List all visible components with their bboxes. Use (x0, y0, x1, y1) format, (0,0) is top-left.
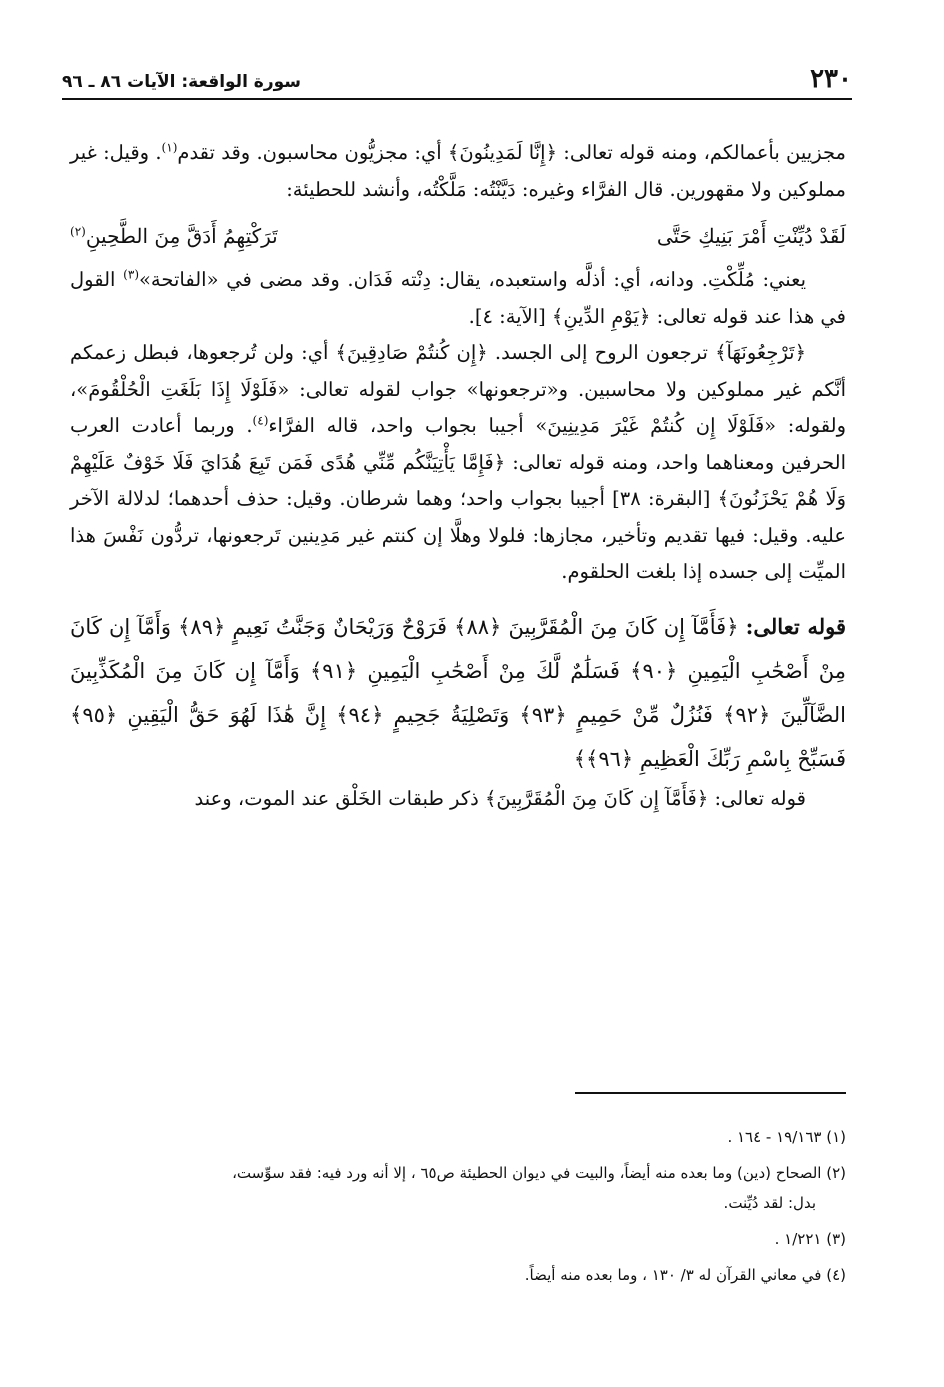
paragraph-2-text: يعني: مُلِّكْتِ. ودانه، أي: أذلَّه واستعبده، يقال: دِنْته فَدَان. وقد مضى في «الفاتحة» (139, 268, 806, 291)
paragraph-3-text: ﴿تَرْجِعُونَهَآ﴾ ترجعون الروح إلى الجسد. ﴿إِن كُنتُمْ صَادِقِينَ﴾ أي: ولن تُرجعوها، فبطل زعمكم أنَّكم غير مملوكين ولا محاسبين. و«ترجعونها» جواب لقوله تعالى: «فَلَوْلَا إِذَا بَلَغَتِ الْحُلْقُومَ»، ولقوله: «فَلَوْلَا إِن كُنتُمْ غَيْرَ مَدِينِينَ» أجيبا بجواب واحد، قاله الفرَّاء (70, 341, 846, 437)
poetry-verse (70, 216, 846, 256)
page-number: ٢٣٠ (810, 64, 852, 94)
footnote-ref-2[interactable]: (٢) (70, 224, 86, 239)
paragraph-1 (70, 135, 846, 208)
footnote-4: (٤) في معاني القرآن له ٣/ ١٣٠ ، وما بعده منه أيضاً. (524, 1266, 846, 1284)
footnote-1: (١) ١٩/١٦٣ - ١٦٤ . (727, 1128, 846, 1146)
paragraph-2-text-cont: القول في هذا عند قوله تعالى: ﴿يَوْمِ الدِّينِ﴾ [الآية: ٤]. (70, 268, 846, 328)
footnote-ref-3[interactable]: (٣) (123, 267, 139, 282)
paragraph-2 (70, 262, 846, 335)
footnote-3: (٣) ١/٢٢١ . (774, 1230, 846, 1248)
paragraph-4-text: قوله تعالى: ﴿فَأَمَّآ إِن كَانَ مِنَ الْمُقَرَّبِينَ﴾ ذكر طبقات الخَلْق عند الموت، وعند (194, 786, 806, 810)
quran-text: ﴿فَأَمَّآ إِن كَانَ مِنَ الْمُقَرَّبِينَ ﴿٨٨﴾ فَرَوْحٌ وَرَيْحَانٌ وَجَنَّتُ نَعِيمٍ ﴿٨٩﴾ وَأَمَّآ إِن كَانَ مِنْ أَصْحَٰبِ الْيَمِينِ ﴿٩٠﴾ فَسَلَٰمٌ لَّكَ مِنْ أَصْحَٰبِ الْيَمِينِ ﴿٩١﴾ وَأَمَّآ إِن كَانَ مِنَ الْمُكَذِّبِينَ الضَّآلِّينَ ﴿٩٢﴾ فَنُزُلٌ مِّنْ حَمِيمٍ ﴿٩٣﴾ وَتَصْلِيَةُ جَحِيمٍ ﴿٩٤﴾ إِنَّ هَٰذَا لَهُوَ حَقُّ الْيَقِينِ ﴿٩٥﴾ فَسَبِّحْ بِاسْمِ رَبِّكَ الْعَظِيمِ ﴿٩٦﴾﴾ (70, 614, 847, 771)
paragraph-4 (70, 781, 846, 818)
footnote-ref-4[interactable]: (٤) (252, 413, 269, 428)
verse-first-hemistich: لَقَدْ دُيِّنْتِ أَمْرَ بَنِيكِ حَتَّى (656, 224, 846, 248)
footnote-2-cont: بدل: لقد دُيِّنت. (723, 1194, 816, 1212)
footnote-divider (575, 1092, 846, 1094)
paragraph-3 (70, 335, 846, 591)
footnotes (70, 1122, 846, 1296)
main-text (70, 135, 846, 817)
paragraph-1-text-cont: . وقيل: غير مملوكين ولا مقهورين. قال الفرَّاء وغيره: دَيَّنْتُه: مَلَّكْتُه، وأنشد للحطيئة: (70, 141, 846, 201)
verse-second-hemistich: تَرَكْتِهِمُ أَدَقَّ مِنَ الطَّحِينِ (85, 224, 278, 248)
paragraph-3-text-cont: . وربما أعادت العرب الحرفين ومعناهما واحد، ومنه قوله تعالى: ﴿فَإِمَّا يَأْتِيَنَّكُم مِّنِّي هُدًى فَمَن تَبِعَ هُدَايَ فَلَا خَوْفٌ عَلَيْهِمْ وَلَا هُمْ يَحْزَنُونَ﴾ [البقرة: ٣٨] أجيبا بجواب واحد؛ وهما شرطان. وقيل: حذف أحدهما؛ لدلالة الآخر عليه. وقيل: فيها تقديم وتأخير، مجازها: فلولا وهلَّا إن كنتم غير مَدِينين تَرجعونها، تردُّون نَفْسَ هذا الميِّت إلى جسده إذا بلغت الحلقوم. (70, 414, 846, 583)
page-header (62, 58, 852, 100)
running-title: سورة الواقعة: الآيات ٨٦ ـ ٩٦ (62, 72, 302, 92)
footnote-ref-1[interactable]: (١) (161, 140, 178, 155)
quran-verses-block (70, 605, 846, 781)
footnote-2: (٢) الصحاح (دين) وما بعده منه أيضاً، والبيت في ديوان الحطيئة ص٦٥ ، إلا أنه ورد فيه: فقد سوِّست، بدل: لقد دُيِّنت. (70, 1158, 846, 1218)
quran-lead: قوله تعالى: (745, 613, 846, 639)
paragraph-1-text: مجزيين بأعمالكم، ومنه قوله تعالى: ﴿إِنَّا لَمَدِينُونَ﴾ أي: مجزيُّون محاسبون. وقد تقدم (177, 141, 846, 164)
